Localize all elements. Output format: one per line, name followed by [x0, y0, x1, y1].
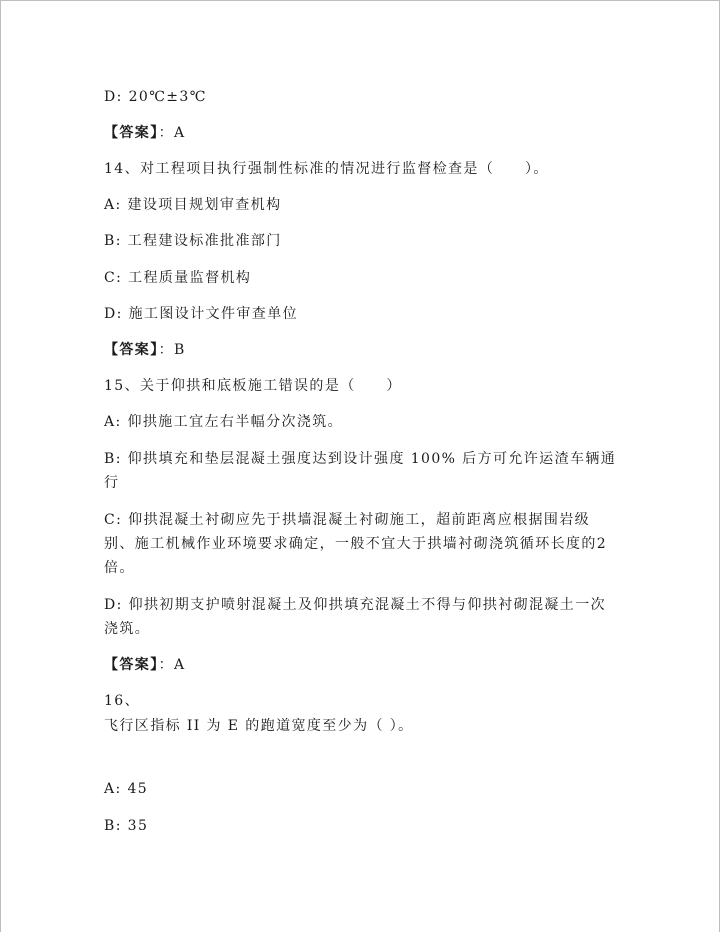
question-16-option-a: A: 45 [104, 781, 149, 797]
question-14-option-c: C: 工程质量监督机构 [104, 270, 252, 286]
question-15-option-b: B: 仰拱填充和垫层混凝土强度达到设计强度 100% 后方可允许运渣车辆通行 [104, 451, 617, 491]
question-14-option-d: D: 施工图设计文件审查单位 [104, 306, 298, 322]
question-15-option-a: A: 仰拱施工宜左右半幅分次浇筑。 [104, 414, 344, 430]
question-16-number: 16、 [104, 693, 141, 709]
answer-15 [104, 656, 186, 674]
answer-13 [104, 124, 186, 142]
question-16-option-b: B: 35 [104, 818, 149, 834]
answer-label: 【答案】 [104, 342, 159, 358]
question-15-option-c: C: 仰拱混凝土衬砌应先于拱墙混凝土衬砌施工，超前距离应根据围岩级别、施工机械作业环境要求确定，一般不宜大于拱墙衬砌浇筑循环长度的2倍。 [104, 512, 608, 576]
question-14: 14、对工程项目执行强制性标准的情况进行监督检查是（ ）。 [104, 161, 549, 177]
question-15: 15、关于仰拱和底板施工错误的是（ ） [104, 378, 402, 394]
page-border-top [0, 0, 720, 1]
question-14-option-b: B: 工程建设标准批准部门 [104, 233, 282, 249]
question-14-option-a: A: 建设项目规划审查机构 [104, 197, 282, 213]
answer-label: 【答案】 [104, 125, 159, 141]
answer-value: ：A [158, 657, 186, 673]
question-15-option-d: D: 仰拱初期支护喷射混凝土及仰拱填充混凝土不得与仰拱衬砌混凝土一次浇筑。 [104, 597, 606, 637]
answer-label: 【答案】 [104, 657, 159, 673]
question-16: 飞行区指标 II 为 E 的跑道宽度至少为（ ）。 [104, 718, 414, 734]
option-d-prev: D: 20℃±3℃ [104, 89, 207, 105]
answer-value: ：B [158, 342, 186, 358]
page-border-left [0, 0, 1, 932]
answer-14 [104, 341, 186, 359]
answer-value: ：A [158, 125, 186, 141]
